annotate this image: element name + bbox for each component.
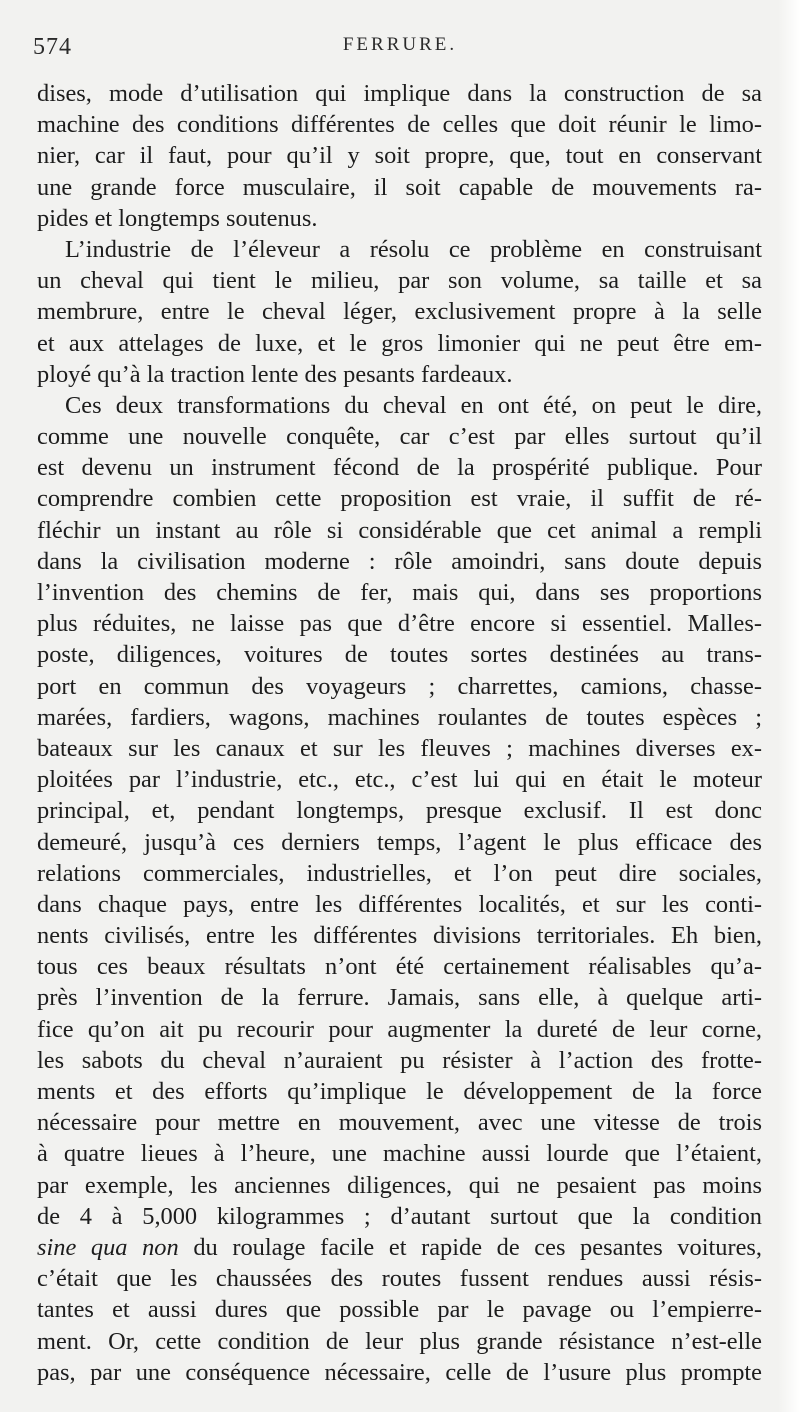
text-line: de 4 à 5,000 kilogrammes ; d’autant surtout que la condition: [37, 1202, 762, 1230]
running-head: FERRURE.: [342, 34, 458, 55]
text-line: nier, car il faut, pour qu’il y soit propre, que, tout en conservant: [37, 142, 762, 170]
text-line: et aux attelages de luxe, et le gros limonier qui ne peut être em-: [37, 329, 762, 357]
text-line: pides et longtemps soutenus.: [37, 204, 318, 232]
text-line: près l’invention de la ferrure. Jamais, sans elle, à quelque arti-: [37, 984, 762, 1012]
text-line: dans chaque pays, entre les différentes localités, et sur les conti-: [37, 890, 762, 918]
text-line: tous ces beaux résultats n’ont été certainement réalisables qu’a-: [37, 953, 762, 981]
text-line: demeuré, jusqu’à ces derniers temps, l’agent le plus efficace des: [37, 828, 762, 856]
text-line: c’était que les chaussées des routes fussent rendues aussi résis-: [37, 1265, 762, 1293]
page-header: [0, 34, 800, 64]
text-line: port en commun des voyageurs ; charrettes, camions, chasse-: [37, 672, 762, 700]
text-line: dises, mode d’utilisation qui implique dans la construction de sa: [37, 80, 762, 107]
text-line: marées, fardiers, wagons, machines roulantes de toutes espèces ;: [37, 703, 762, 731]
text-line: bateaux sur les canaux et sur les fleuves ; machines diverses ex-: [37, 734, 762, 762]
text-line: relations commerciales, industrielles, et l’on peut dire sociales,: [37, 859, 762, 887]
text-line: membrure, entre le cheval léger, exclusivement propre à la selle: [37, 298, 762, 326]
paragraph-start-line: L’industrie de l’éleveur a résolu ce problème en construisant: [65, 235, 762, 263]
text-line: comme une nouvelle conquête, car c’est par elles surtout qu’il: [37, 423, 762, 451]
text-line: ment. Or, cette condition de leur plus grande résistance n’est-elle: [37, 1327, 762, 1355]
text-line: machine des conditions différentes de celles que doit réunir le limo-: [37, 111, 762, 139]
text-line: les sabots du cheval n’auraient pu résister à l’action des frotte-: [37, 1046, 762, 1074]
text-line: poste, diligences, voitures de toutes sortes destinées au trans-: [37, 641, 762, 669]
text-line: une grande force musculaire, il soit capable de mouvements ra-: [37, 173, 762, 201]
text-line: nents civilisés, entre les différentes divisions territoriales. Eh bien,: [37, 922, 762, 950]
text-line: ployé qu’à la traction lente des pesants fardeaux.: [37, 360, 513, 388]
page-number: 574: [33, 34, 72, 60]
text-line: dans la civilisation moderne : rôle amoindri, sans doute depuis: [37, 547, 762, 575]
text-line: ments et des efforts qu’implique le développement de la force: [37, 1078, 762, 1105]
text-line-rest: du roulage facile et rapide de ces pesantes voitures,: [178, 1233, 762, 1261]
text-line: à quatre lieues à l’heure, une machine aussi lourde que l’étaient,: [37, 1140, 762, 1168]
text-line: est devenu un instrument fécond de la prospérité publique. Pour: [37, 454, 762, 482]
body-text: [37, 78, 762, 1388]
text-line: tantes et aussi dures que possible par le pavage ou l’empierre-: [37, 1296, 762, 1324]
text-line: principal, et, pendant longtemps, presque exclusif. Il est donc: [37, 797, 762, 825]
text-line: comprendre combien cette proposition est vraie, il suffit de ré-: [37, 485, 762, 513]
text-line: fléchir un instant au rôle si considérable que cet animal a rempli: [37, 516, 762, 544]
text-line: ploitées par l’industrie, etc., etc., c’est lui qui en était le moteur: [37, 766, 762, 794]
text-line: fice qu’on ait pu recourir pour augmenter la dureté de leur corne,: [37, 1015, 762, 1043]
text-line: pas, par une conséquence nécessaire, celle de l’usure plus prompte: [37, 1358, 762, 1386]
text-line: nécessaire pour mettre en mouvement, avec une vitesse de trois: [37, 1109, 762, 1137]
paragraph-start-line: Ces deux transformations du cheval en ont été, on peut le dire,: [65, 391, 762, 419]
italic-phrase: sine qua non: [37, 1233, 179, 1261]
text-line: un cheval qui tient le milieu, par son volume, sa taille et sa: [37, 267, 762, 295]
text-line: par exemple, les anciennes diligences, qui ne pesaient pas moins: [37, 1171, 762, 1199]
text-line: plus réduites, ne laisse pas que d’être encore si essentiel. Malles-: [37, 610, 762, 638]
text-line: [37, 1232, 762, 1263]
text-line: l’invention des chemins de fer, mais qui, dans ses proportions: [37, 579, 762, 606]
